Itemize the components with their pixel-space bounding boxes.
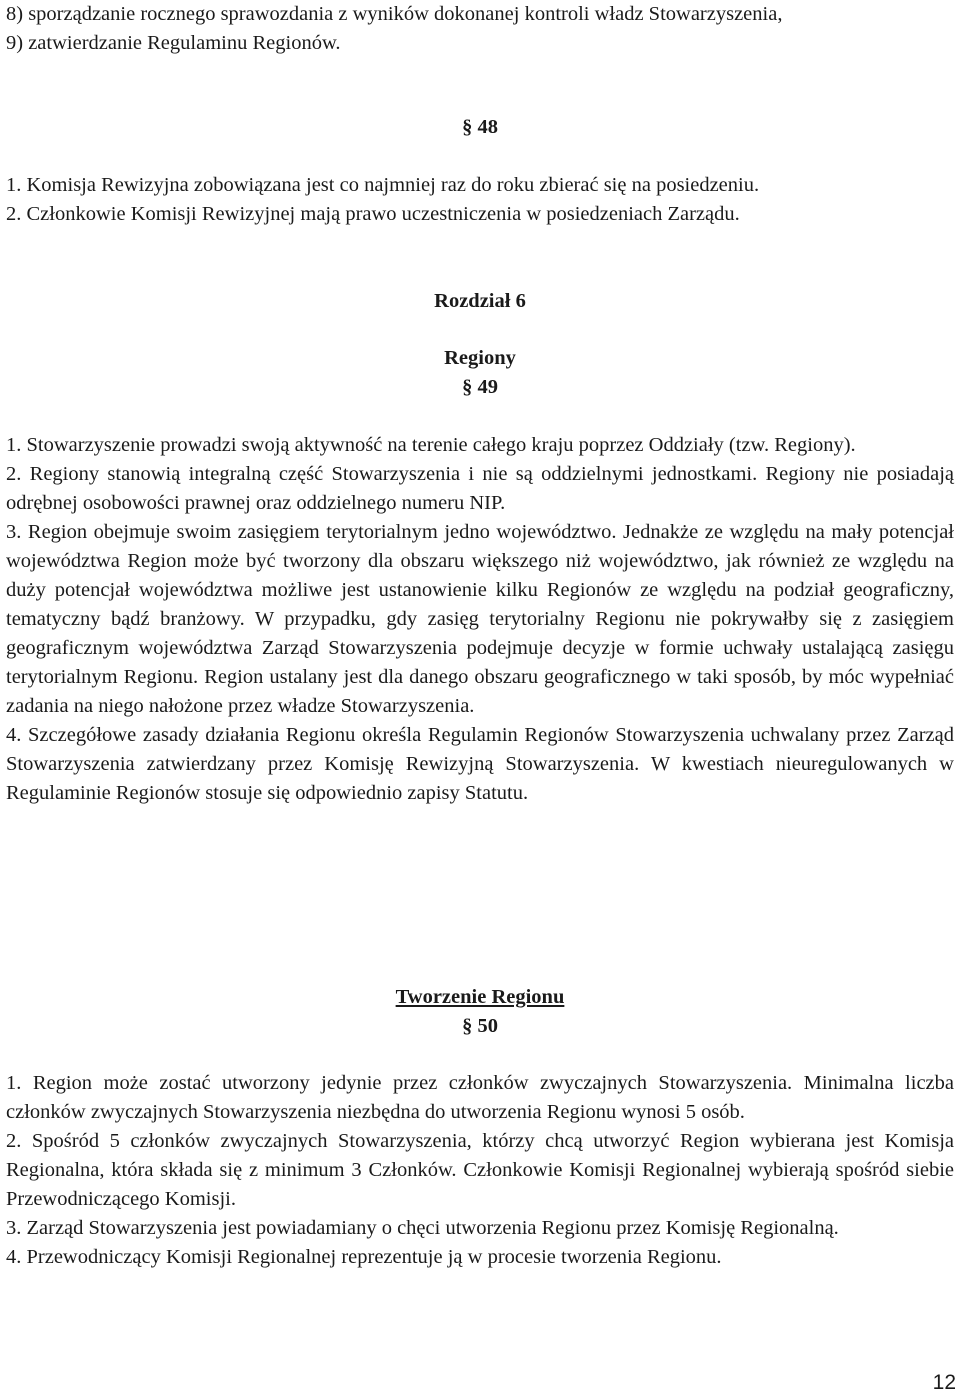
section-48 xyxy=(6,113,954,142)
s50-item-1: 1. Region może zostać utworzony jedynie przez członków zwyczajnych Stowarzyszenia. Minimalna liczba członków zwyczajnych Stowarzyszenia niezbędna do utworzenia Regionu wynosi 5 osób. xyxy=(6,1072,954,1123)
section-49-body xyxy=(6,431,954,808)
s49-item-4: 4. Szczegółowe zasady działania Regionu określa Regulamin Regionów Stowarzyszenia uchwalany przez Zarząd Stowarzyszenia zatwierdzany przez Komisję Rewizyjną Stowarzyszenia. W kwestiach nieuregulowanych w Regulaminie Regionów stosuje się odpowiednio zapisy Statutu. xyxy=(6,724,954,804)
s48-item-2: 2. Członkowie Komisji Rewizyjnej mają prawo uczestniczenia w posiedzeniach Zarządu. xyxy=(6,203,740,225)
s50-item-3: 3. Zarząd Stowarzyszenia jest powiadamiany o chęci utworzenia Regionu przez Komisję Regionalną. xyxy=(6,1217,839,1239)
list-item-9: 9) zatwierdzanie Regulaminu Regionów. xyxy=(6,32,341,54)
list-item-8: 8) sporządzanie rocznego sprawozdania z wyników dokonanej kontroli władz Stowarzyszenia, xyxy=(6,3,783,25)
chapter-subtitle: Regiony xyxy=(444,347,516,369)
s49-item-3: 3. Region obejmuje swoim zasięgiem terytorialnym jedno województwo. Jednakże ze względu na mały potencjał województwa Region może być tworzony dla obszaru większego niż województwo, jak również ze względu na duży potencjał województwa możliwe jest ustanowienie kilku Regionów ze względu na podział geograficzny, tematyczny bądź branżowy. W przypadku, gdy zasięg terytorialny Regionu nie pokrywałby się z zasięgiem geograficznym województwa Zarząd Stowarzyszenia podejmuje decyzje w formie uchwały ustalającą zasięgu terytorialnym Regionu. Region ustalany jest dla danego obszaru geograficznego w taki sposób, by móc wypełniać zadania na niego nałożone przez władze Stowarzyszenia. xyxy=(6,521,954,717)
s50-item-2: 2. Spośród 5 członków zwyczajnych Stowarzyszenia, którzy chcą utworzyć Region wybierana jest Komisja Regionalna, która składa się z minimum 3 Członków. Członkowie Komisji Regionalnej wybierają spośród siebie Przewodniczącego Komisji. xyxy=(6,1130,954,1210)
top-list xyxy=(6,0,954,58)
s49-item-1: 1. Stowarzyszenie prowadzi swoją aktywność na terenie całego kraju poprzez Oddziały (tzw. Regiony). xyxy=(6,434,856,456)
section-49-heading: § 49 xyxy=(462,376,498,398)
section-50-title-block xyxy=(6,983,954,1041)
s49-item-2: 2. Regiony stanowią integralną część Stowarzyszenia i nie są oddzielnymi jednostkami. Regiony nie posiadają odrębnej osobowości prawnej oraz oddzielnego numeru NIP. xyxy=(6,463,954,514)
page-number: 12 xyxy=(932,1371,956,1394)
section-50-heading: § 50 xyxy=(462,1015,498,1037)
s50-item-4: 4. Przewodniczący Komisji Regionalnej reprezentuje ją w procesie tworzenia Regionu. xyxy=(6,1246,722,1268)
chapter-subtitle-block xyxy=(6,344,954,402)
s48-item-1: 1. Komisja Rewizyjna zobowiązana jest co najmniej raz do roku zbierać się na posiedzeniu. xyxy=(6,174,760,196)
section-48-body xyxy=(6,171,954,229)
section-50-body xyxy=(6,1069,954,1272)
section-50-title: Tworzenie Regionu xyxy=(395,986,565,1008)
chapter-title: Rozdział 6 xyxy=(434,290,526,312)
chapter-title-block xyxy=(6,287,954,316)
section-48-heading: § 48 xyxy=(462,116,498,138)
document-page xyxy=(6,0,954,1396)
